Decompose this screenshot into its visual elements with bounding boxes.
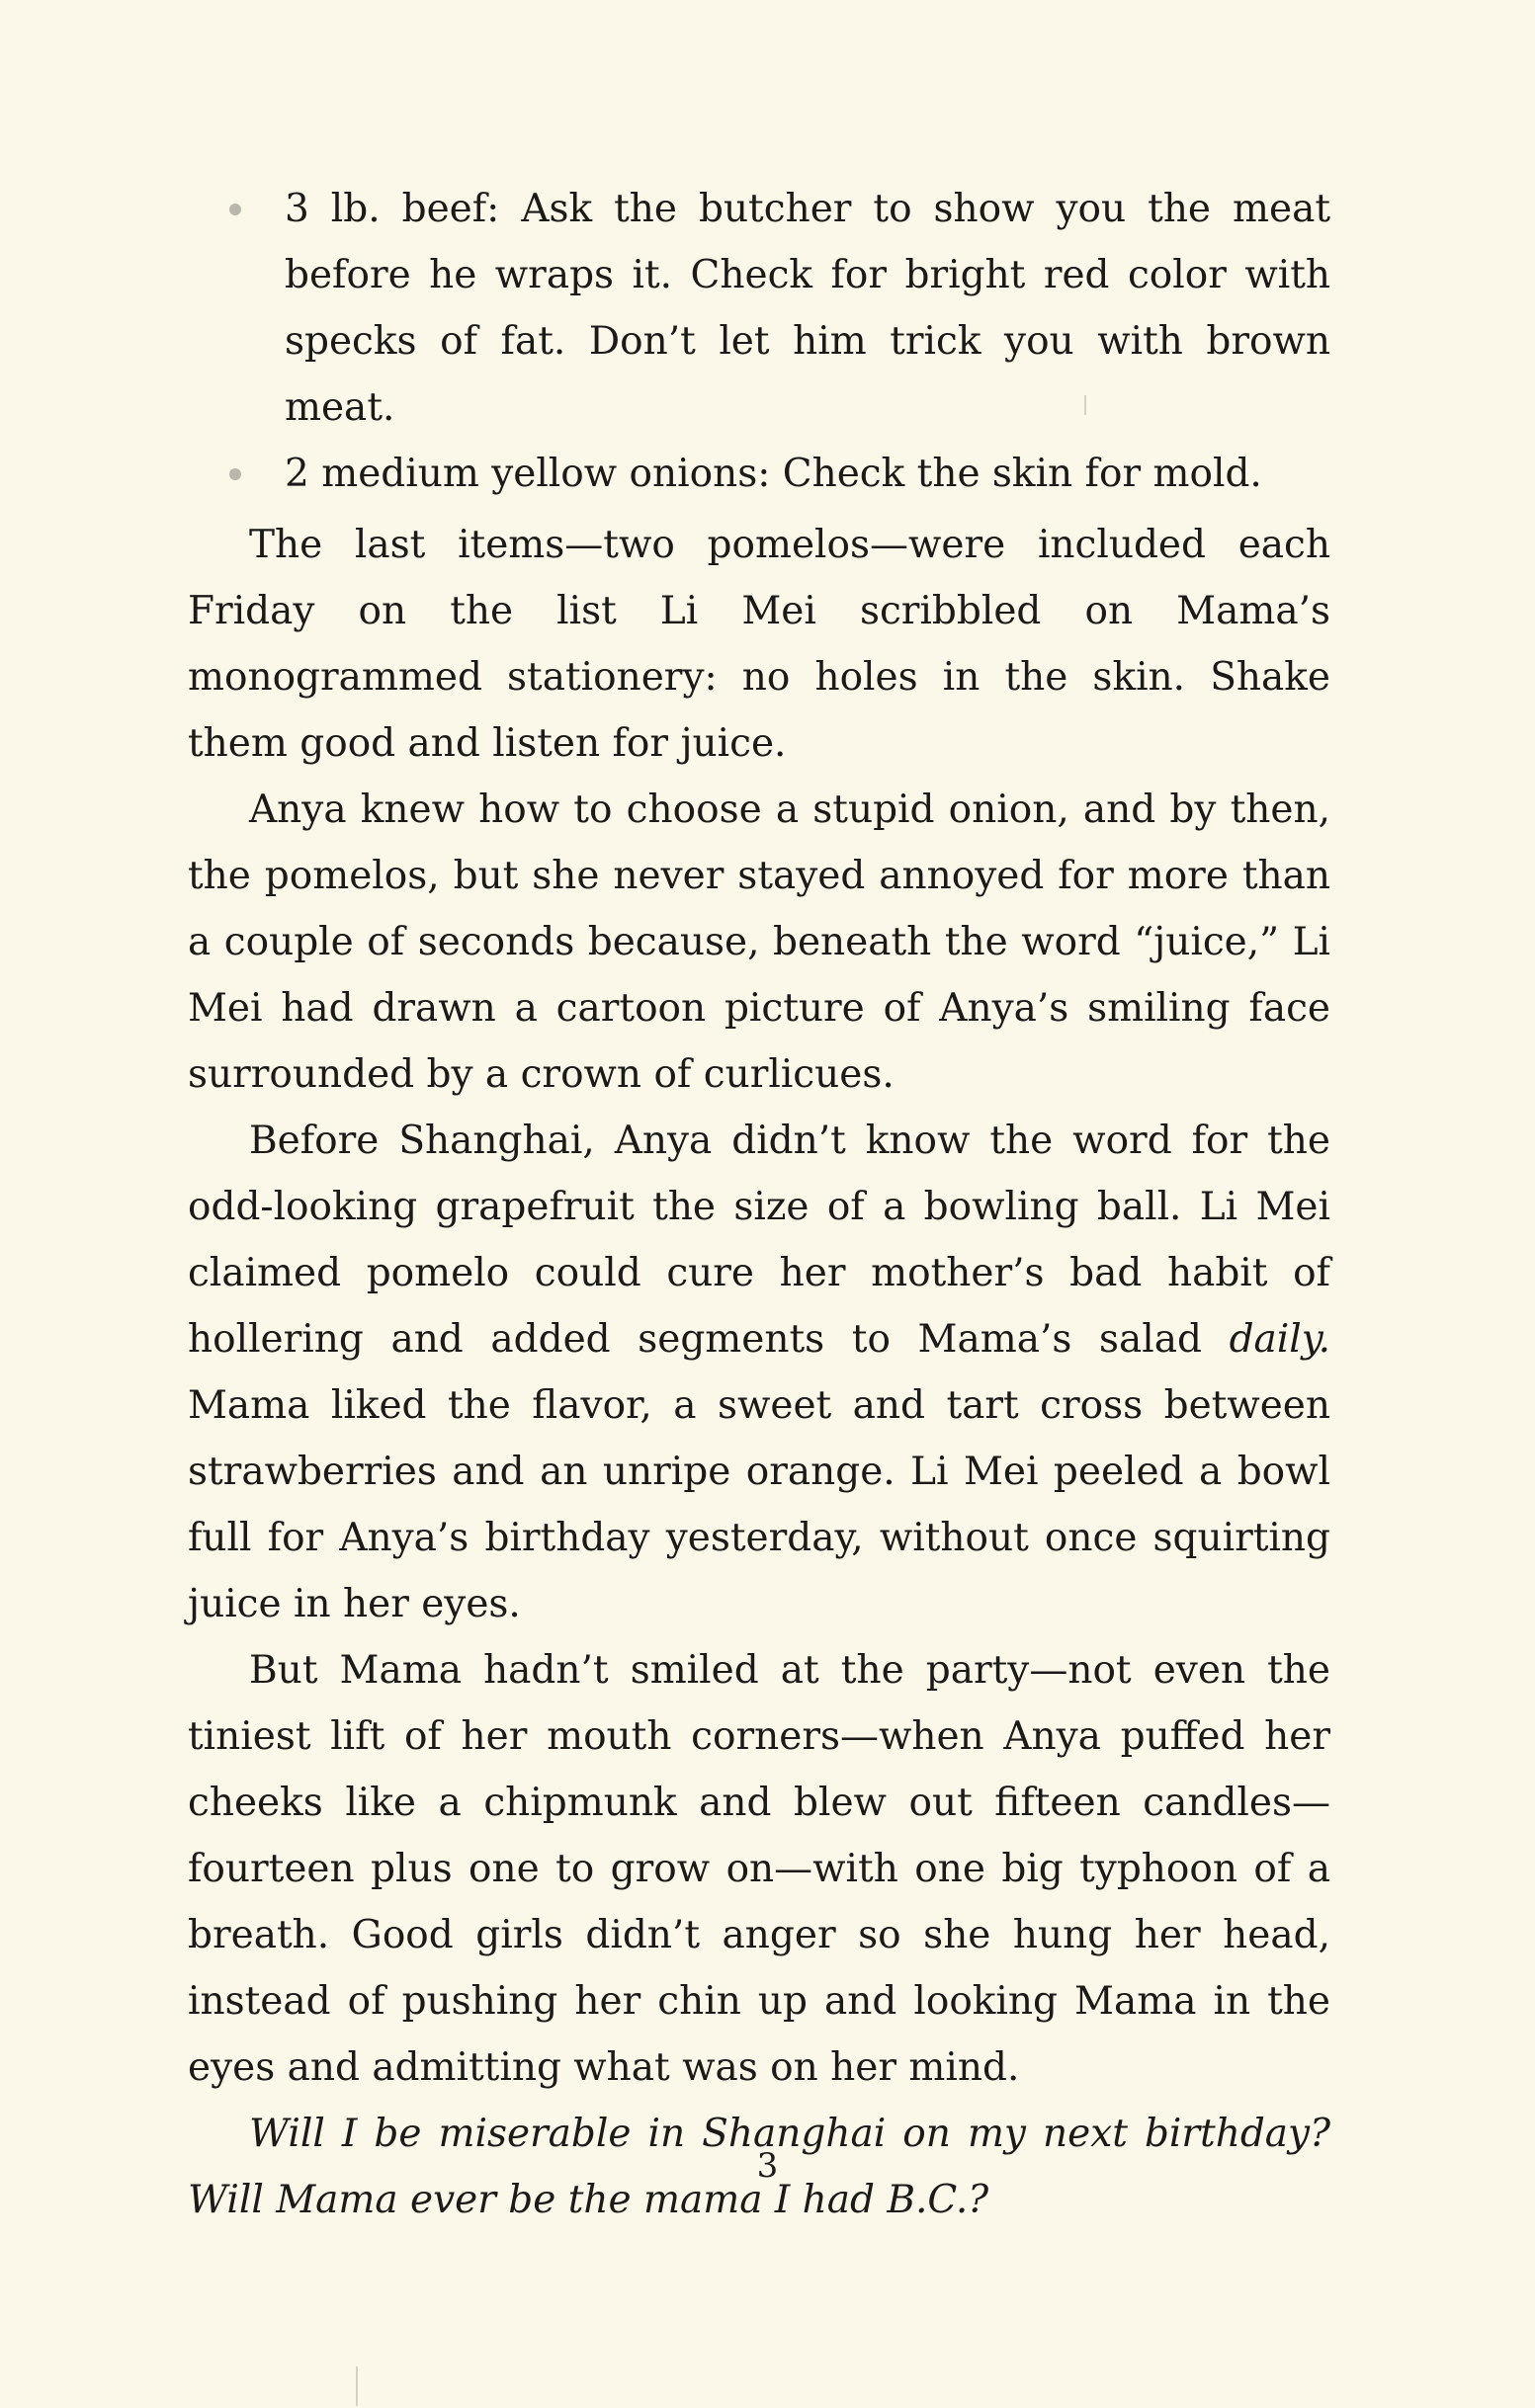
- paragraph: Anya knew how to choose a stupid onion, and by then, the pomelos, but she never stayed annoyed for more than a couple of seconds because, beneath the word “juice,” Li Mei had drawn a cartoon picture of Anya’s smiling face surrounded by a crown of curlicues.: [188, 788, 1330, 1097]
- paragraph: [188, 1108, 1330, 1637]
- bullet-icon: [229, 468, 241, 480]
- list-item: [188, 441, 1330, 507]
- paper-speck: [356, 2366, 358, 2406]
- paragraph-text: Before Shanghai, Anya didn’t know the word for the odd-looking grapefruit the size of a bowling ball. Li Mei claimed pomelo could cure her mother’s bad habit of hollering and added segments to Mama’s salad: [188, 1119, 1330, 1362]
- italic-thought: Will I be miserable in Shanghai on my next birthday? Will Mama ever be the mama I had B.C.?: [188, 2112, 1330, 2222]
- paragraph: But Mama hadn’t smiled at the party—not even the tiniest lift of her mouth corners—when Anya puffed her cheeks like a chipmunk and blew out fifteen candles—fourteen plus one to grow on—with one big typhoon of a breath. Good girls didn’t anger so she hung her head, instead of pushing her chin up and looking Mama in the eyes and admitting what was on her mind.: [188, 1648, 1330, 2090]
- shopping-list: [188, 176, 1330, 507]
- list-item-text: 2 medium yellow onions: Check the skin for mold.: [285, 452, 1262, 496]
- list-item-text: 3 lb. beef: Ask the butcher to show you the meat before he wraps it. Check for bright red color with specks of fat. Don’t let him trick you with brown meat.: [285, 187, 1330, 430]
- paragraph-text: Mama liked the flavor, a sweet and tart cross between strawberries and an unripe orange. Li Mei peeled a bowl full for Anya’s birthday yesterday, without once squirting juice in her eyes.: [188, 1383, 1330, 1626]
- emphasized-word: daily.: [1229, 1317, 1330, 1362]
- paper-speck: [1084, 395, 1086, 415]
- paragraph: The last items—two pomelos—were included each Friday on the list Li Mei scribbled on Mama’s monogrammed stationery: no holes in the skin. Shake them good and listen for juice.: [188, 523, 1330, 766]
- list-item: [188, 176, 1330, 441]
- bullet-icon: [229, 204, 241, 215]
- body-text: [188, 512, 1330, 2233]
- page-number: 3: [756, 2146, 779, 2186]
